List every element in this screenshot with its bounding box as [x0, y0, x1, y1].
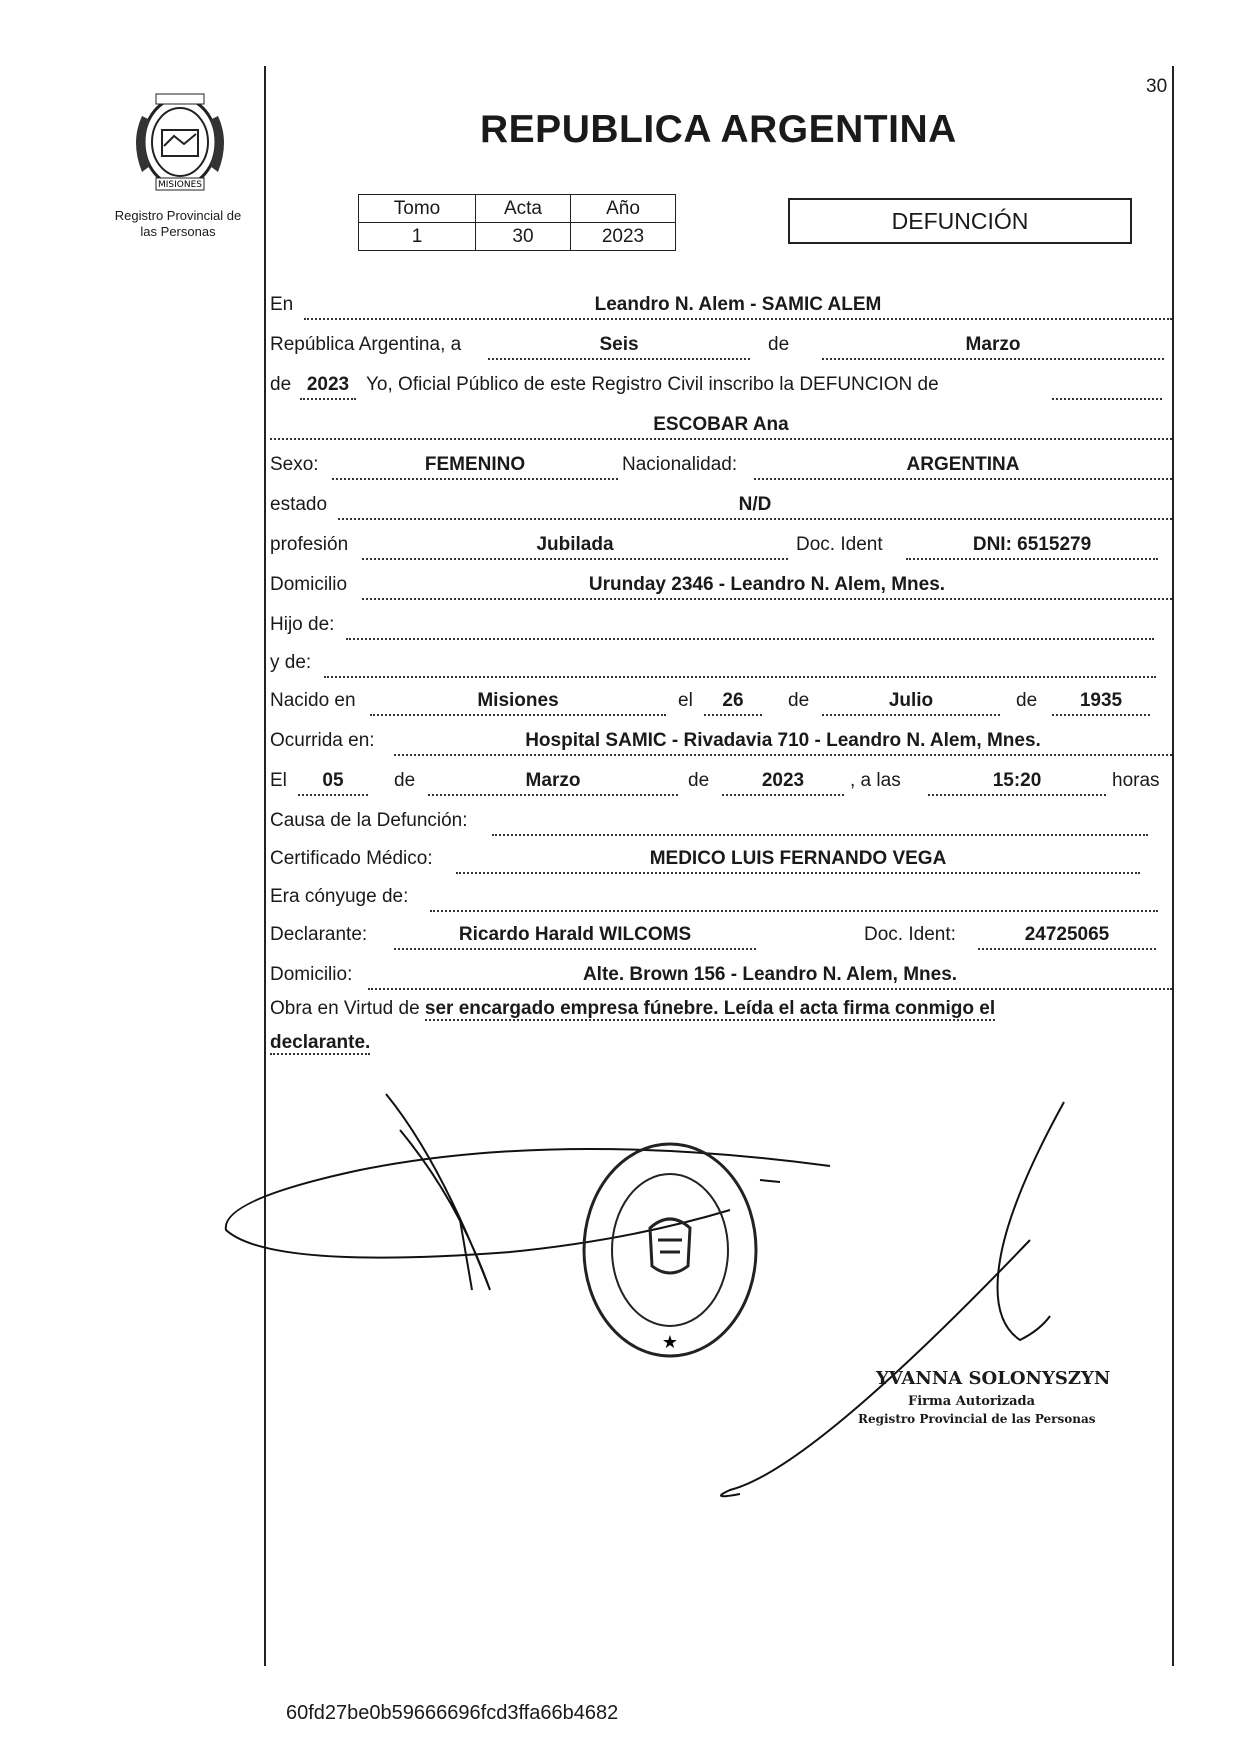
page-title: REPUBLICA ARGENTINA	[480, 108, 957, 151]
anio-inscripcion-field: 2023	[300, 374, 356, 400]
row-conyuge: Era cónyuge de:	[270, 882, 1172, 912]
row-nacimiento: Nacido en Misiones el 26 de Julio de 1935	[270, 686, 1172, 716]
estado-field: N/D	[338, 494, 1172, 520]
hijo-de-field	[346, 614, 1154, 640]
certificado-field: MEDICO LUIS FERNANDO VEGA	[456, 848, 1140, 874]
acta-value: 30	[476, 223, 571, 251]
nac-dia-field: 26	[704, 690, 762, 716]
anio-value: 2023	[571, 223, 676, 251]
row-fecha-defuncion: El 05 de Marzo de 2023 , a las 15:20 horas	[270, 766, 1172, 796]
row-nombre	[270, 410, 1172, 440]
row-domicilio-declarante: Domicilio: Alte. Brown 156 - Leandro N. Alem, Mnes.	[270, 960, 1172, 990]
lugar-field: Leandro N. Alem - SAMIC ALEM	[304, 294, 1172, 320]
causa-field	[492, 810, 1148, 836]
doc-field: DNI: 6515279	[906, 534, 1158, 560]
signatory-name: YVANNA SOLONYSZYN	[876, 1368, 1111, 1389]
tomo-label: Tomo	[359, 195, 476, 223]
row-lugar: En Leandro N. Alem - SAMIC ALEM	[270, 290, 1172, 320]
mes-inscripcion-field: Marzo	[822, 334, 1164, 360]
row-anio-inscripcion: de 2023 Yo, Oficial Público de este Registro Civil inscribo la DEFUNCION de	[270, 370, 1172, 400]
row-sexo: Sexo: FEMENINO Nacionalidad: ARGENTINA	[270, 450, 1172, 480]
row-profesion: profesión Jubilada Doc. Ident DNI: 6515279	[270, 530, 1172, 560]
page-number: 30	[1146, 76, 1168, 97]
row-hijo-de: Hijo de:	[270, 610, 1172, 640]
domicilio-declarante-field: Alte. Brown 156 - Leandro N. Alem, Mnes.	[368, 964, 1172, 990]
nacionalidad-field: ARGENTINA	[754, 454, 1172, 480]
row-estado: estado N/D	[270, 490, 1172, 520]
declarante-field: Ricardo Harald WILCOMS	[394, 924, 756, 950]
sexo-field: FEMENINO	[332, 454, 618, 480]
domicilio-field: Urunday 2346 - Leandro N. Alem, Mnes.	[362, 574, 1172, 600]
row-ocurrida: Ocurrida en: Hospital SAMIC - Rivadavia 710 - Leandro N. Alem, Mnes.	[270, 726, 1172, 756]
nac-anio-field: 1935	[1052, 690, 1150, 716]
defuncion-de-blank	[1052, 374, 1162, 400]
declarante-doc-field: 24725065	[978, 924, 1156, 950]
ocurrida-en-field: Hospital SAMIC - Rivadavia 710 - Leandro N. Alem, Mnes.	[394, 730, 1172, 756]
signatory-org: Registro Provincial de las Personas	[858, 1412, 1096, 1426]
row-domicilio: Domicilio Urunday 2346 - Leandro N. Alem, Mnes.	[270, 570, 1172, 600]
def-anio-field: 2023	[722, 770, 844, 796]
obra-field: ser encargado empresa fúnebre. Leída el acta firma conmigo el	[424, 998, 996, 1019]
tomo-value: 1	[359, 223, 476, 251]
row-fecha-inscripcion: República Argentina, a Seis de Marzo	[270, 330, 1172, 360]
row-obra-virtud: Obra en Virtud de ser encargado empresa fúnebre. Leída el acta firma conmigo el declarante.	[270, 998, 996, 1053]
signatory-role: Firma Autorizada	[908, 1394, 1036, 1409]
conyuge-field	[430, 886, 1158, 912]
row-causa: Causa de la Defunción:	[270, 806, 1172, 836]
y-de-field	[324, 652, 1156, 678]
nacido-en-field: Misiones	[370, 690, 666, 716]
document-hash: 60fd27be0b59666696fcd3ffa66b4682	[286, 1702, 619, 1724]
row-certificado: Certificado Médico: MEDICO LUIS FERNANDO VEGA	[270, 844, 1172, 874]
nombre-field: ESCOBAR Ana	[270, 414, 1172, 440]
svg-text:★: ★	[661, 1332, 679, 1353]
acta-label: Acta	[476, 195, 571, 223]
registry-name: Registro Provincial de las Personas	[114, 208, 242, 239]
profesion-field: Jubilada	[362, 534, 788, 560]
def-mes-field: Marzo	[428, 770, 678, 796]
dia-inscripcion-field: Seis	[488, 334, 750, 360]
row-y-de: y de:	[270, 648, 1172, 678]
def-dia-field: 05	[298, 770, 368, 796]
record-number-table	[358, 194, 676, 251]
provincial-seal-icon	[126, 86, 234, 196]
anio-label: Año	[571, 195, 676, 223]
def-hora-field: 15:20	[928, 770, 1106, 796]
right-margin-line	[1172, 66, 1174, 1666]
svg-text:MISIONES: MISIONES	[157, 180, 203, 190]
row-declarante: Declarante: Ricardo Harald WILCOMS Doc. Ident: 24725065	[270, 920, 1172, 950]
record-type-box: DEFUNCIÓN	[788, 198, 1132, 244]
obra-field-2: declarante.	[270, 1032, 371, 1053]
nac-mes-field: Julio	[822, 690, 1000, 716]
official-stamp	[580, 1140, 760, 1360]
